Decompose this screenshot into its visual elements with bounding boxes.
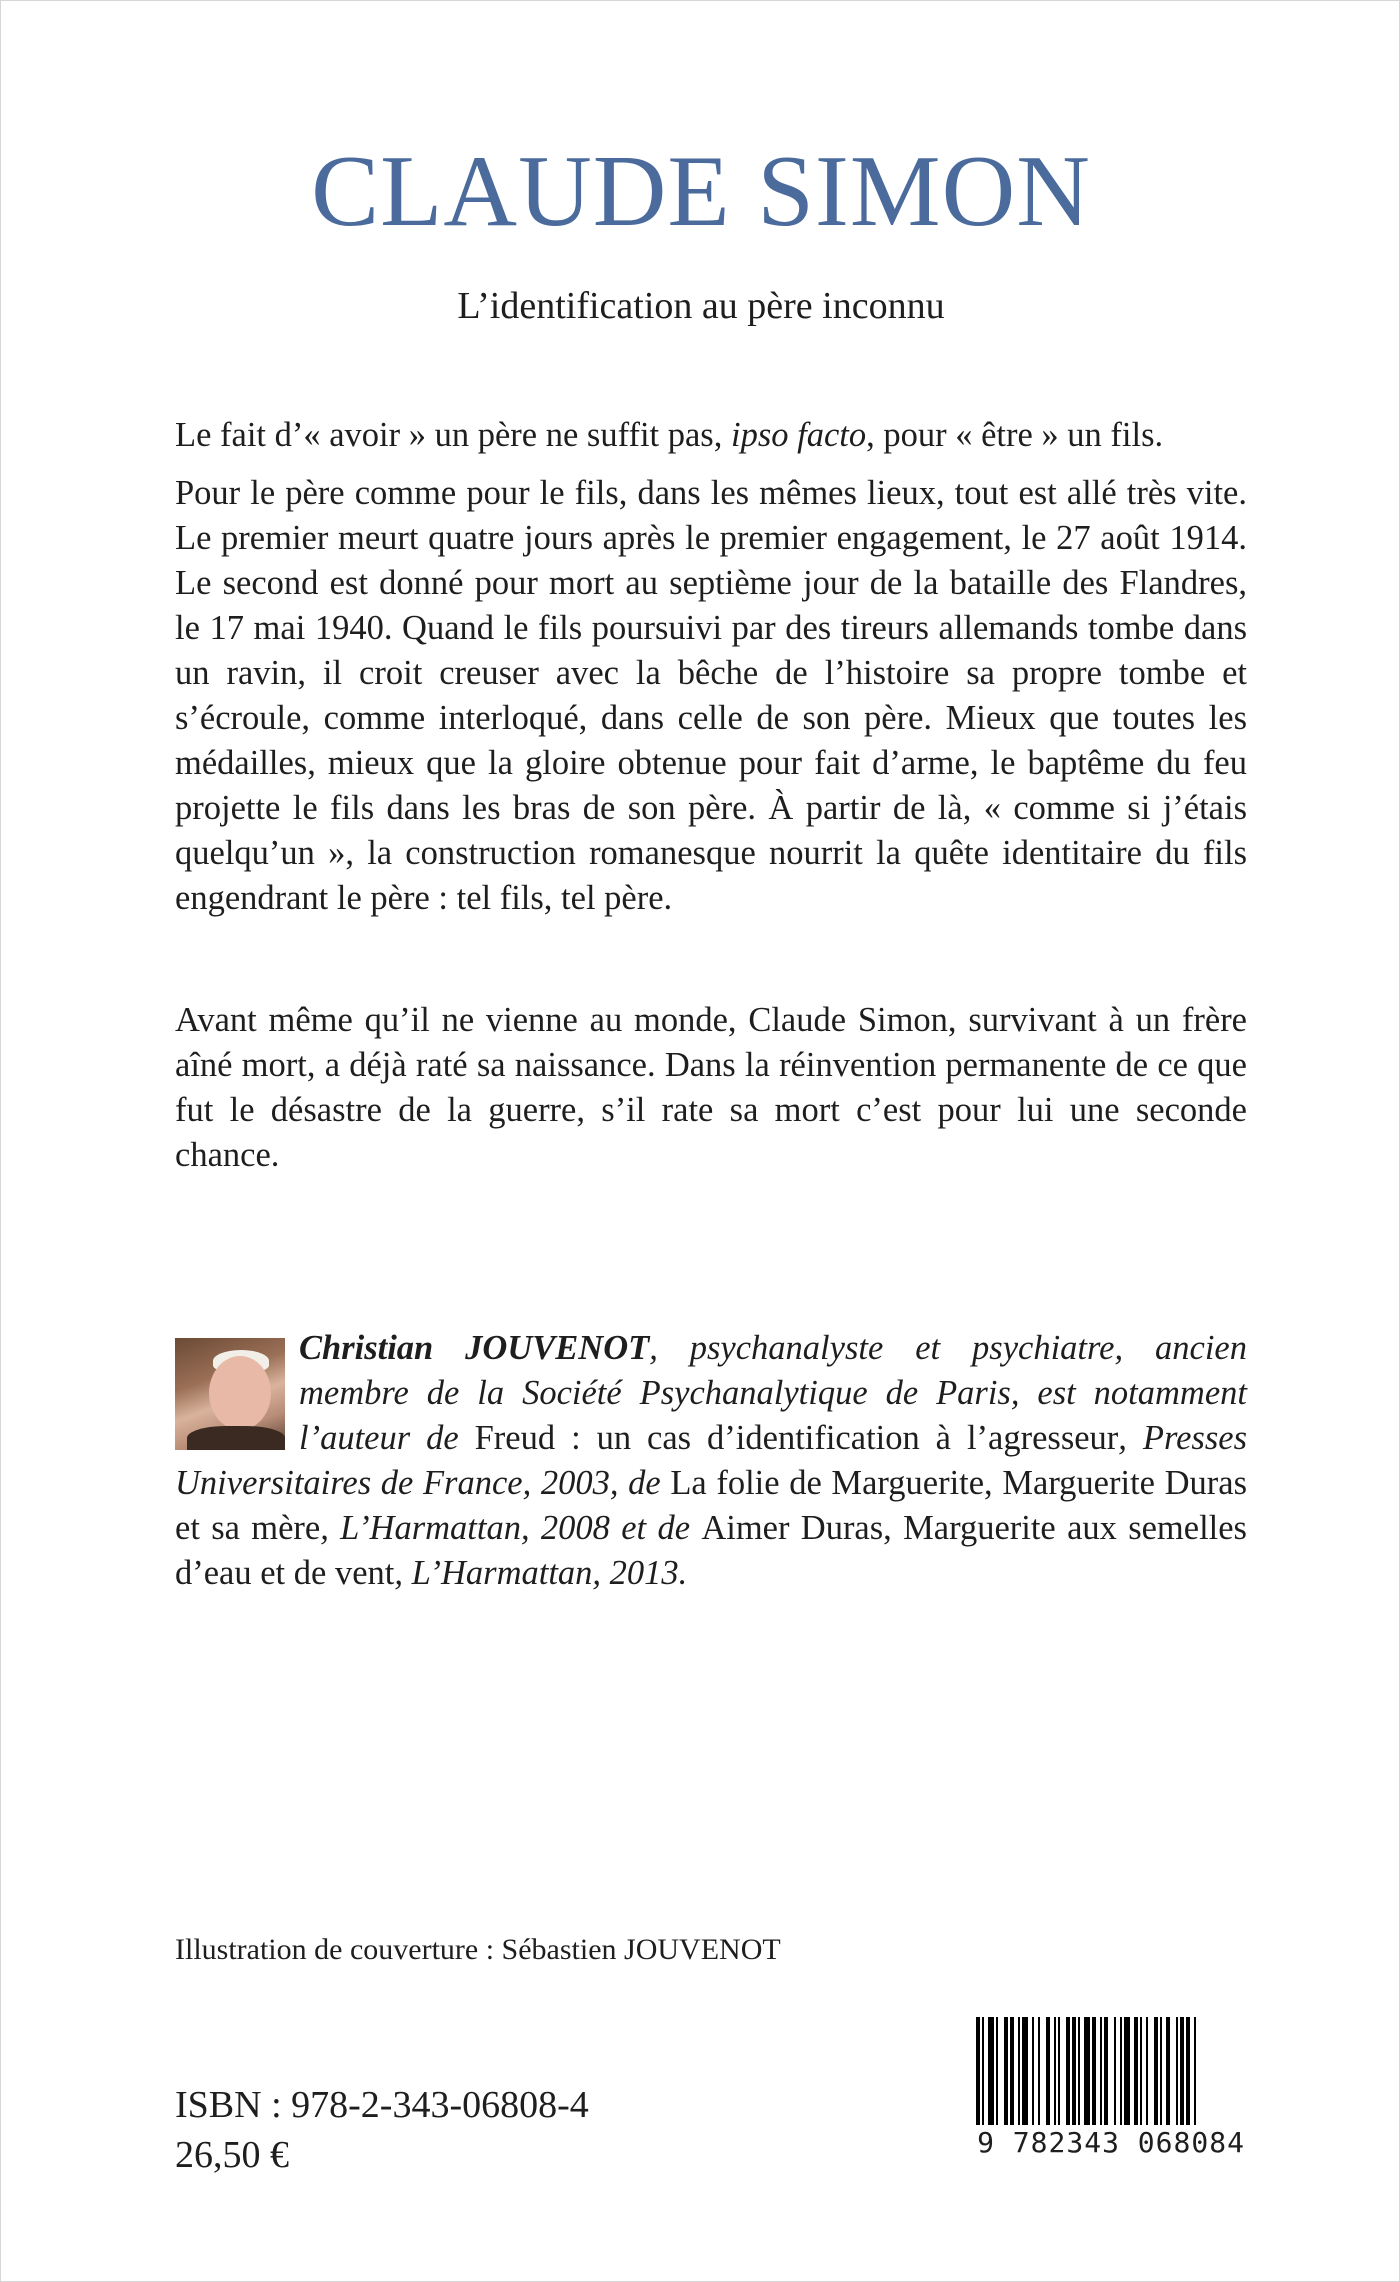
barcode-bar bbox=[1194, 2017, 1196, 2125]
price: 26,50 € bbox=[175, 2134, 289, 2176]
barcode-bar bbox=[1176, 2017, 1178, 2125]
barcode-bar bbox=[1084, 2017, 1090, 2125]
author-bio-1: , psychanalyste et psychiatre, ancien membre de la Société Psychanalytique de Paris, est notamment l’auteur de bbox=[299, 1329, 1247, 1457]
barcode-bar bbox=[1038, 2017, 1040, 2125]
barcode-bar bbox=[1124, 2017, 1130, 2125]
isbn: ISBN : 978-2-343-06808-4 bbox=[175, 2084, 589, 2126]
barcode-bar bbox=[1072, 2017, 1076, 2125]
barcode-bar bbox=[976, 2017, 980, 2125]
barcode-bar bbox=[1004, 2017, 1008, 2125]
barcode-bar bbox=[1058, 2017, 1060, 2125]
barcode-bar bbox=[1032, 2017, 1034, 2125]
barcode-bar bbox=[982, 2017, 984, 2125]
barcode-bar bbox=[1018, 2017, 1020, 2125]
barcode-bar bbox=[1114, 2017, 1116, 2125]
author-bio-3: , L’Harmattan, 2008 et de bbox=[320, 1509, 702, 1547]
barcode-bar bbox=[1010, 2017, 1014, 2125]
author-work-1: Freud : un cas d’identification à l’agresseur bbox=[474, 1419, 1119, 1457]
barcode-bar bbox=[1134, 2017, 1138, 2125]
blurb-p1-start: Le fait d’« avoir » un père ne suffit pas, bbox=[175, 416, 731, 454]
barcode-bar bbox=[1100, 2017, 1102, 2125]
author-bio bbox=[175, 1326, 1247, 1596]
barcode-bar bbox=[1104, 2017, 1108, 2125]
barcode-bar bbox=[1180, 2017, 1184, 2125]
barcode-bar bbox=[988, 2017, 994, 2125]
blurb-paragraph-1 bbox=[175, 413, 1247, 458]
barcode-bar bbox=[996, 2017, 998, 2125]
author-work-3: Aimer Duras, Marguerite aux semelles d’eau et de vent bbox=[175, 1509, 1247, 1592]
author-photo bbox=[175, 1338, 285, 1450]
barcode bbox=[976, 2017, 1246, 2165]
book-title: CLAUDE SIMON bbox=[311, 135, 1091, 248]
barcode-bar bbox=[1054, 2017, 1056, 2125]
barcode-bar bbox=[1120, 2017, 1122, 2125]
barcode-bar bbox=[1146, 2017, 1148, 2125]
barcode-bar bbox=[1092, 2017, 1096, 2125]
illustration-credit: Illustration de couverture : Sébastien JOUVENOT bbox=[175, 1933, 781, 1966]
author-bio-2: , Presses Universitaires de France, 2003, de bbox=[175, 1419, 1247, 1502]
barcode-bar bbox=[1160, 2017, 1162, 2125]
blurb-paragraph-2: Pour le père comme pour le fils, dans les mêmes lieux, tout est allé très vite. Le premier meurt quatre jours après le premier engagement, le 27 août 1914. Le second est donné pour mort au septième jour de la bataille des Flandres, le 17 mai 1940. Quand le fils poursuivi par des tireurs allemands tombe dans un ravin, il croit creuser avec la bêche de l’histoire sa propre tombe et s’écroule, comme interloqué, dans celle de son père. Mieux que toutes les médailles, mieux que la gloire obtenue pour fait d’arme, le baptême du feu projette le fils dans les bras de son père. À partir de là, « comme si j’étais quelqu’un », la construction romanesque nourrit la quête identitaire du fils engendrant le père : tel fils, tel père. bbox=[175, 474, 1247, 917]
barcode-bar bbox=[1022, 2017, 1028, 2125]
barcode-bar bbox=[1140, 2017, 1142, 2125]
barcode-digits: 9 782343 068084 bbox=[977, 2126, 1245, 2159]
barcode-bar bbox=[1166, 2017, 1170, 2125]
blurb-p1-latin: ipso facto bbox=[730, 416, 867, 454]
barcode-bar bbox=[1154, 2017, 1158, 2125]
author-name: Christian JOUVENOT bbox=[299, 1329, 650, 1367]
barcode-bar bbox=[1046, 2017, 1050, 2125]
blurb-paragraph-3: Avant même qu’il ne vienne au monde, Claude Simon, survivant à un frère aîné mort, a déjà raté sa naissance. Dans la réinvention permanente de ce que fut le désastre de la guerre, s’il rate sa mort c’est pour lui une seconde chance. bbox=[175, 1001, 1247, 1174]
blurb-p1-end: , pour « être » un fils. bbox=[866, 416, 1164, 454]
barcode-bar bbox=[1066, 2017, 1070, 2125]
author-work-2: La folie de Marguerite, Marguerite Duras et sa mère bbox=[175, 1464, 1247, 1547]
barcode-bar bbox=[1186, 2017, 1190, 2125]
author-bio-4: , L’Harmattan, 2013. bbox=[394, 1554, 688, 1592]
book-subtitle: L’identification au père inconnu bbox=[457, 285, 945, 327]
barcode-bar bbox=[1078, 2017, 1080, 2125]
